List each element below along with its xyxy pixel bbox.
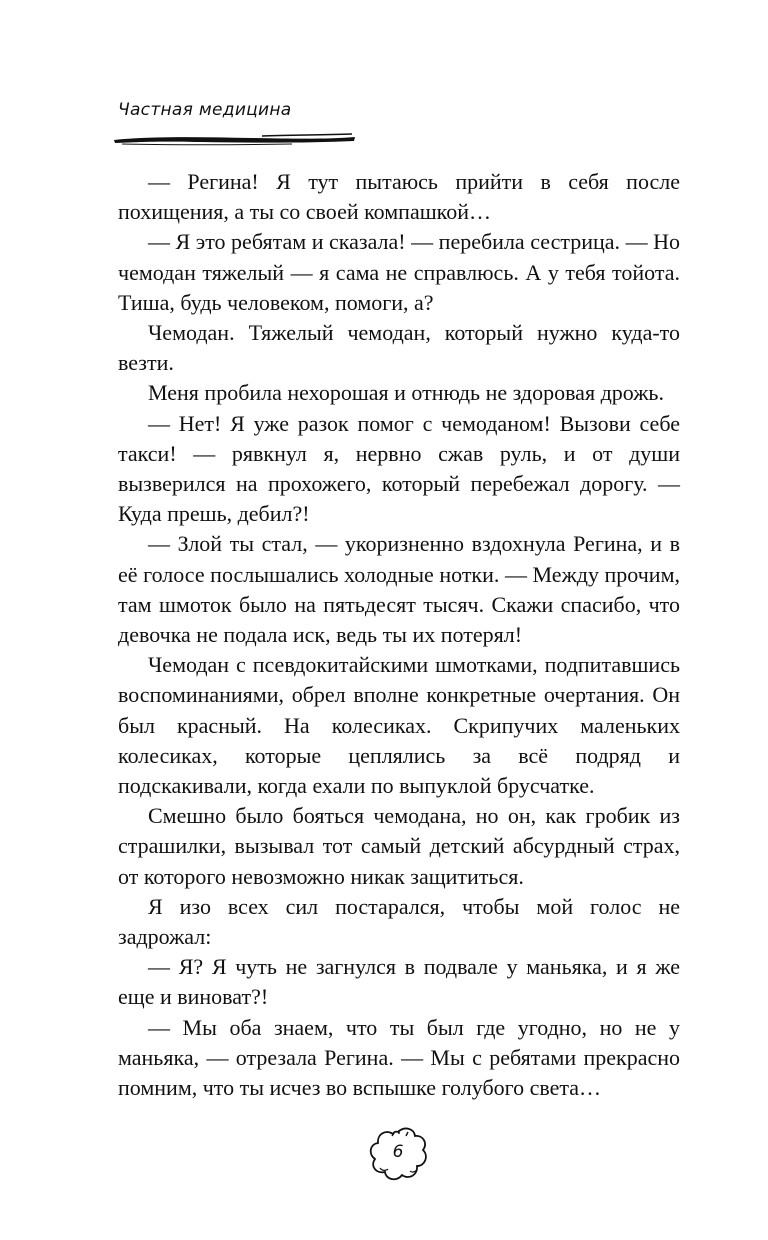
paragraph: Меня пробила нехорошая и отнюдь не здоровая дрожь.	[148, 380, 664, 406]
body-text	[118, 167, 680, 1103]
paragraph: — Я это ребятам и сказала! — перебила сестрица. — Но чемодан тяжелый — я сама не справлюсь. А у тебя тойота. Тиша, будь человеком, помоги, а?	[118, 229, 680, 315]
page-number: 6	[392, 1142, 404, 1162]
paragraph: — Мы оба знаем, что ты был где угодно, но не у маньяка, — отрезала Регина. — Мы с ребятами прекрасно помним, что ты исчез во вспышке голубого света…	[118, 1014, 680, 1101]
brush-stroke-divider	[112, 132, 357, 146]
paragraph: Чемодан с псевдокитайскими шмотками, подпитавшись воспоминаниями, обрел вполне конкретные очертания. Он был красный. На колесиках. Скрипучих маленьких колесиках, которые цеплялись за всё подряд и подскакивали, когда ехали по выпуклой брусчатке.	[118, 652, 680, 799]
paragraph: — Я? Я чуть не загнулся в подвале у маньяка, и я же еще и виноват?!	[118, 954, 680, 1010]
paragraph: Смешно было бояться чемодана, но он, как гробик из страшилки, вызывал тот самый детский абсурдный страх, от которого невозможно никак защититься.	[118, 803, 680, 889]
paragraph: Чемодан. Тяжелый чемодан, который нужно куда-то везти.	[118, 320, 680, 376]
paragraph: — Нет! Я уже разок помог с чемоданом! Вызови себе такси! — рявкнул я, нервно сжав руль, и от души вызверился на прохожего, который перебежал дорогу. — Куда прешь, дебил?!	[118, 410, 680, 527]
paragraph: — Регина! Я тут пытаюсь прийти в себя после похищения, а ты со своей компашкой…	[118, 169, 680, 225]
running-head: Частная медицина	[118, 100, 292, 120]
paragraph: — Злой ты стал, — укоризненно вздохнула Регина, и в её голосе послышались холодные нотки. — Между прочим, там шмоток было на пятьдесят тысяч. Скажи спасибо, что девочка не подала иск, ведь ты их потерял!	[118, 531, 680, 648]
paragraph: Я изо всех сил постарался, чтобы мой голос не задрожал:	[118, 893, 680, 950]
